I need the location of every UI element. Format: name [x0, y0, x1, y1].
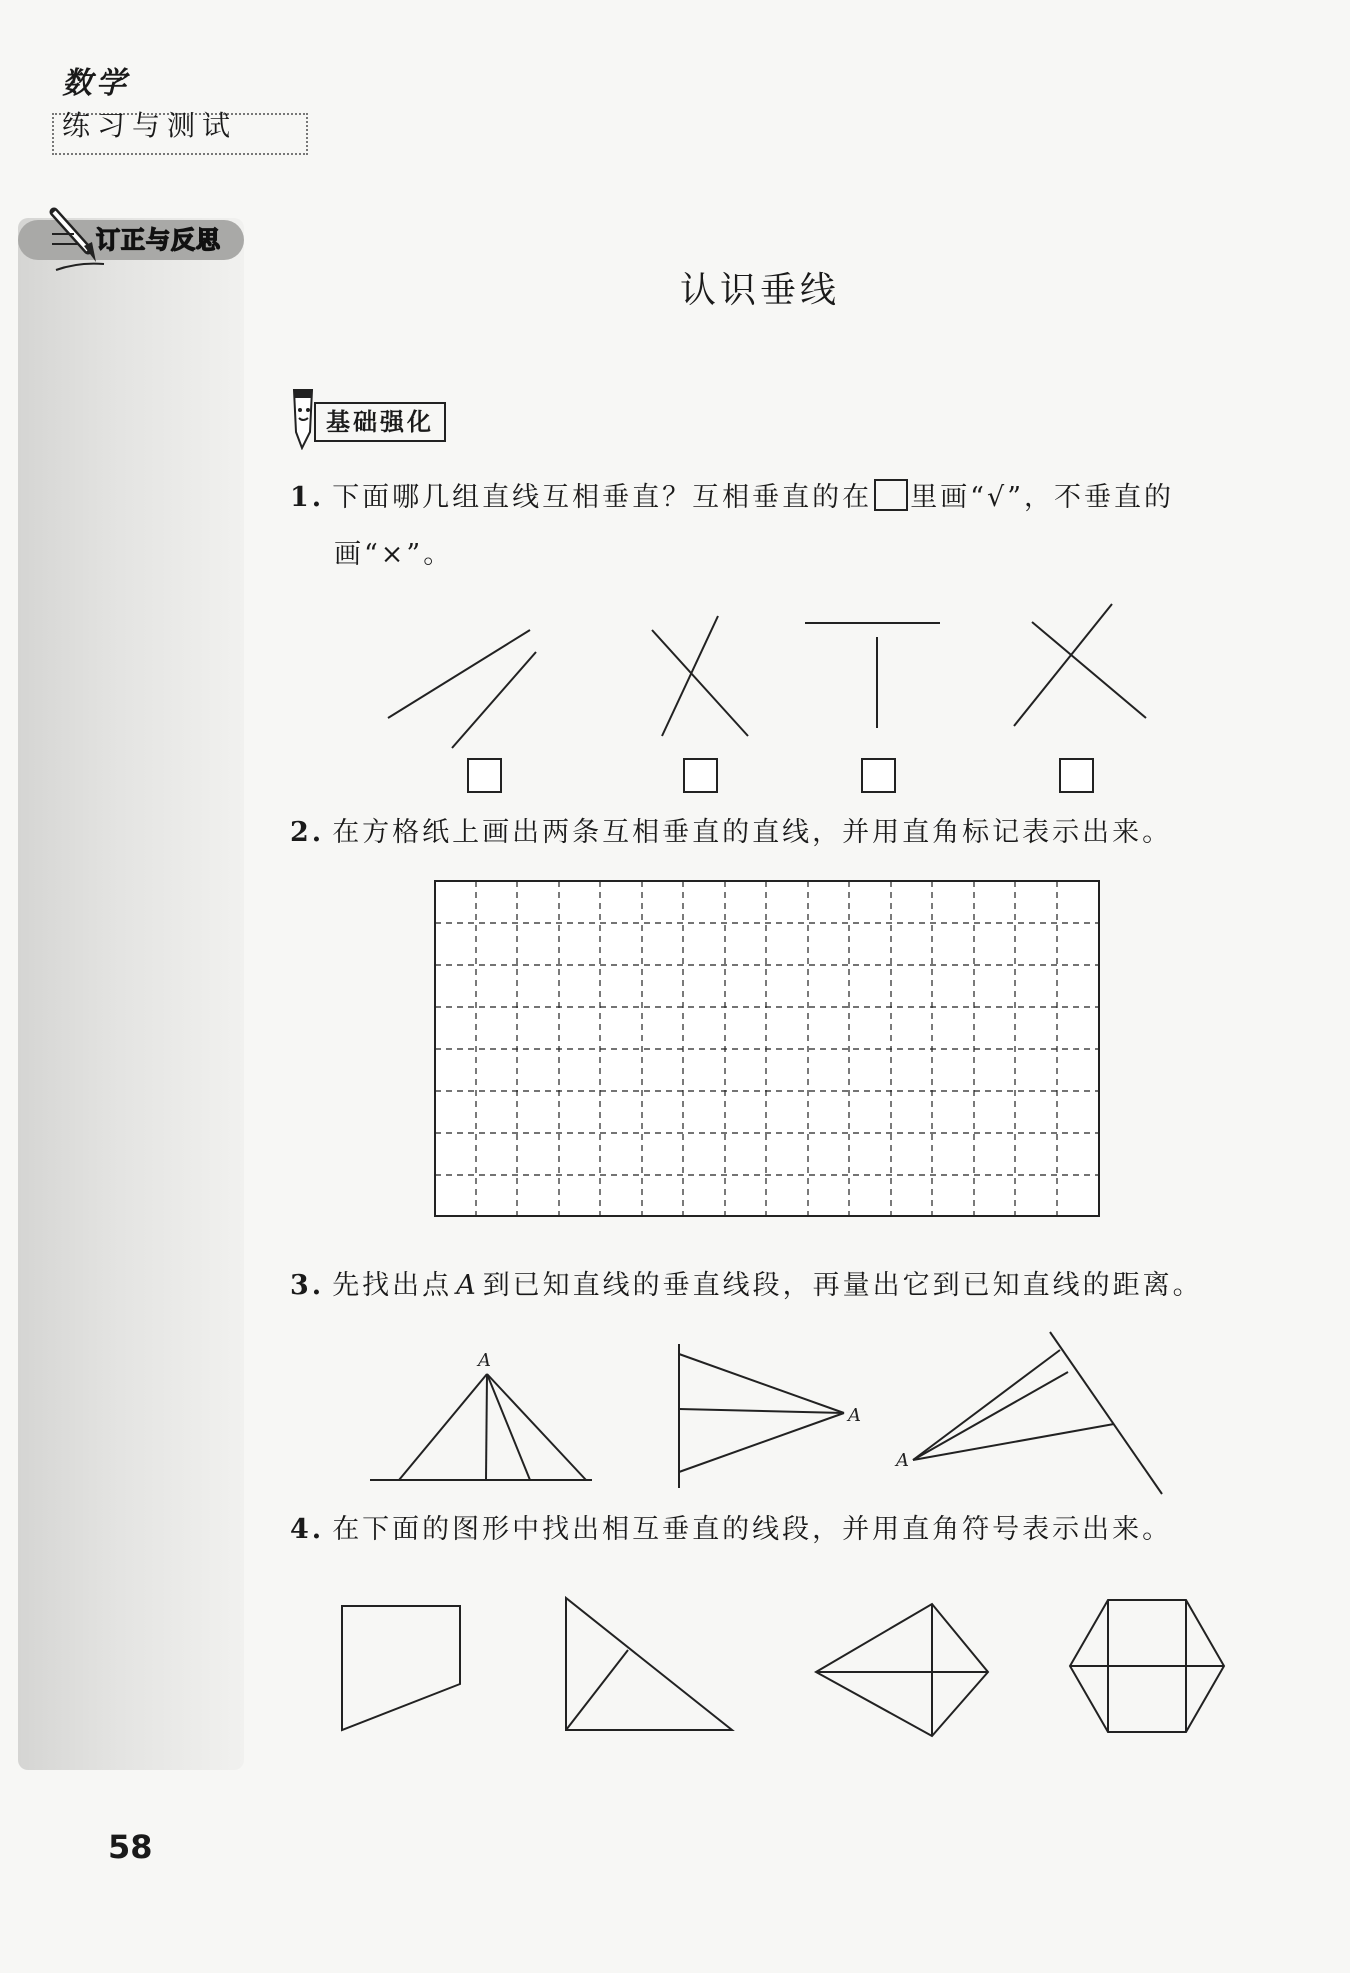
question-2 [290, 810, 1172, 849]
q1-fig2-line-a [652, 630, 748, 736]
q3-fig2-upper [679, 1354, 844, 1413]
q3-fig1-mid-1 [486, 1374, 487, 1480]
q3-point-label: A [456, 1270, 479, 1301]
section-header: 基础强化 [314, 402, 446, 442]
q4-trapezoid [342, 1606, 460, 1730]
q1-answer-box-2[interactable] [683, 758, 718, 793]
q1-text-before: 下面哪几组直线互相垂直？互相垂直的在 [332, 482, 873, 513]
q1-fig4-line-a [1014, 604, 1112, 726]
q4-number: 4. [290, 1514, 325, 1545]
q3-fig2-middle [679, 1409, 844, 1413]
q3-fig1-side-right [487, 1374, 586, 1480]
q3-number: 3. [290, 1270, 325, 1301]
q3-text-before: 先找出点 [332, 1270, 453, 1301]
question-3 [290, 1263, 1203, 1302]
question-4 [290, 1507, 1172, 1546]
q3-figures [0, 1320, 1350, 1520]
q3-fig3-long-line [1050, 1332, 1162, 1494]
q3-fig3-label: A [896, 1450, 909, 1471]
q4-figures [0, 1570, 1350, 1750]
q4-triangle [566, 1598, 732, 1730]
q3-text-after: 到已知直线的垂直线段，再量出它到已知直线的距离。 [482, 1270, 1203, 1301]
q3-fig1-mid-2 [487, 1374, 530, 1480]
q1-fig4-line-b [1032, 622, 1146, 718]
subject-title: 数学 [62, 66, 130, 101]
q3-fig1-side-left [399, 1374, 487, 1480]
q1-answer-box-4[interactable] [1059, 758, 1094, 793]
q3-fig1-label: A [478, 1350, 491, 1371]
q4-triangle-segment [566, 1650, 628, 1730]
q3-fig3-top [913, 1350, 1060, 1460]
q1-fig2-line-b [662, 616, 718, 736]
q4-rhombus [816, 1604, 988, 1736]
q1-fig1-line-a [388, 630, 530, 718]
q1-figures [0, 0, 1350, 800]
q2-text: 在方格纸上画出两条互相垂直的直线，并用直角标记表示出来。 [332, 817, 1173, 848]
q3-fig2-lower [679, 1413, 844, 1472]
grid-paper[interactable] [434, 880, 1102, 1218]
q2-number: 2. [290, 817, 325, 848]
q1-number: 1. [290, 482, 325, 513]
q1-fig1-line-b [452, 652, 536, 748]
q1-line2: 画“×”。 [334, 539, 454, 570]
q1-answer-box-3[interactable] [861, 758, 896, 793]
book-title: 练习与测试 [62, 109, 238, 142]
q3-fig2-label: A [848, 1405, 861, 1426]
page-number: 58 [108, 1828, 153, 1866]
sidebar-label: 订正与反思 [96, 226, 221, 254]
q4-text: 在下面的图形中找出相互垂直的线段，并用直角符号表示出来。 [332, 1514, 1173, 1545]
q1-answer-box-1[interactable] [467, 758, 502, 793]
q1-text-after: 里画“√”，不垂直的 [910, 482, 1174, 513]
page-title: 认识垂线 [679, 270, 840, 311]
